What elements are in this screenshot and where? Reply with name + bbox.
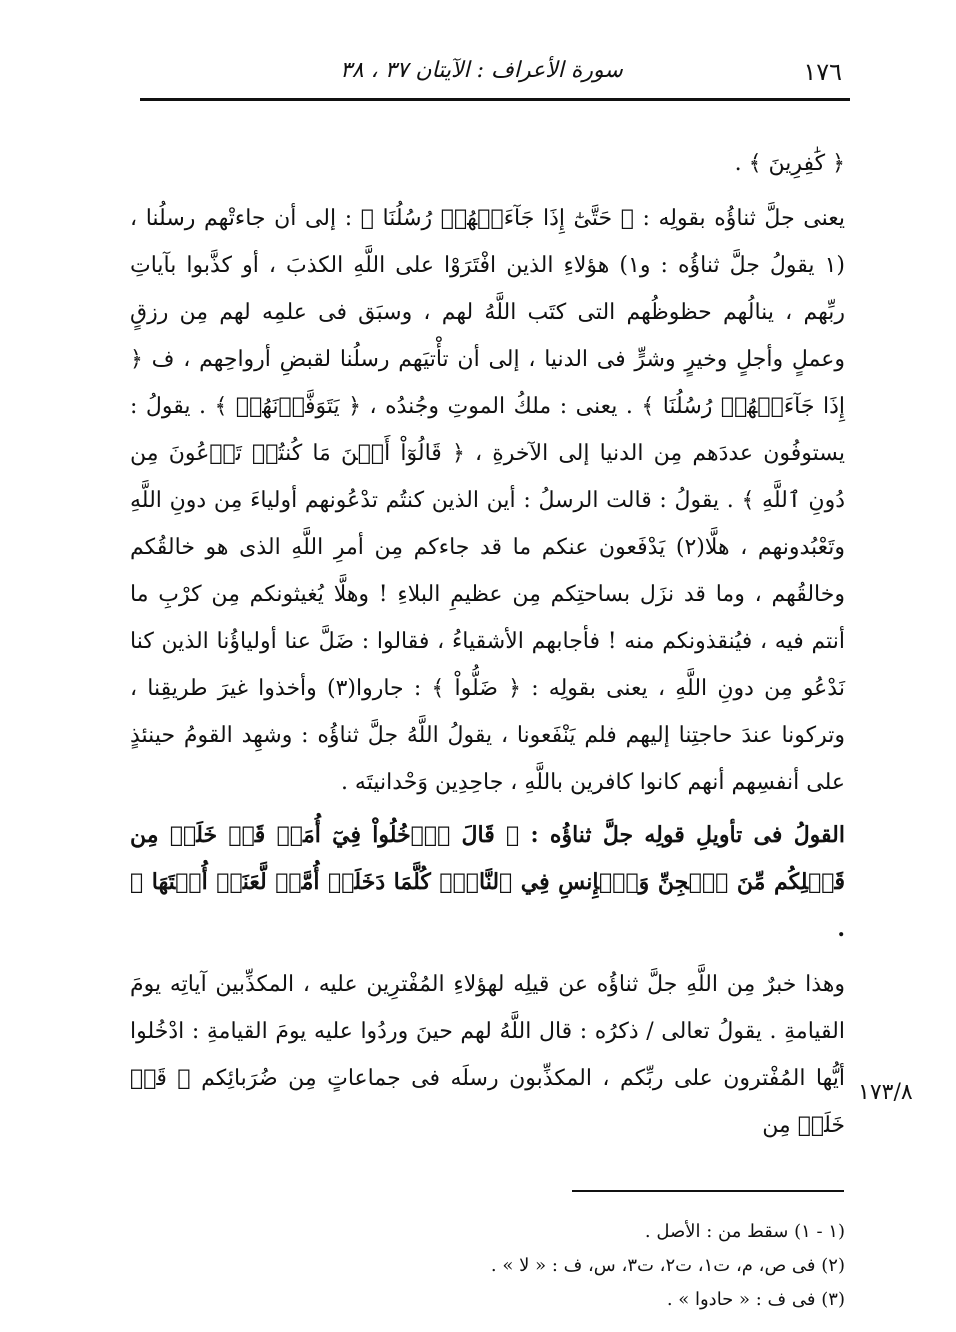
margin-reference: ١٧٣/٨ [858,1080,913,1105]
main-text [130,140,845,1149]
footnote-2: (٢) فى ص، م، ت١، ت٢، ت٣، س، ف : « لا » . [490,1255,845,1276]
paragraph-continuation: ﴿ كَٰفِرِينَ ﴾ . [734,151,845,176]
footnote-rule [572,1190,844,1192]
page-header [140,48,850,98]
paragraph-commentary: يعنى جلَّ ثناؤُه بقولِه : ﴿ حَتَّىٰٓ إِذَا جَآءَتۡهُمۡ رُسُلُنَا ﴾ : إلى أن جاءتْهم رسلُنا ، (١ يقولُ جلَّ ثناؤُه : و١) هؤلاءِ الذين افْتَرَوْا على اللَّهِ الكذبَ ، أو كذَّبوا بآياتِ ربِّهم ، ينالُهم حظوظُهم التى كتَب اللَّهُ لهم ، وسبَق فى علمِه لهم مِن رزقٍ وعملٍ وأجلٍ وخيرٍ وشرٍّ فى الدنيا ، إلى أن تأْتيَهم رسلُنا لقبضِ أرواحِهم ، ف ﴿ إِذَا جَآءَتۡهُمۡ رُسُلُنَا ﴾ . يعنى : ملكُ الموتِ وجُندُه ، ﴿ يَتَوَفَّوۡنَهُمۡ ﴾ . يقولُ : يستوفُون عددَهم مِن الدنيا إلى الآخرةِ ، ﴿ قَالُوٓاْ أَيۡنَ مَا كُنتُمۡ تَدۡعُونَ مِن دُونِ ٱللَّهِ ﴾ . يقولُ : قالت الرسلُ : أين الذين كنتُم تدْعُونهم أولياءَ مِن دونِ اللَّهِ وتَعْبُدونهم ، هلَّا(٢) يَدْفَعون عنكم ما قد جاءكم مِن أمرِ اللَّهِ الذى هو خالقُكم وخالقُهم ، وما قد نزَل بساحتِكم مِن عظيمِ البلاءِ ! وهلَّا يُغيثونكم مِن كرْبِ ما أنتم فيه ، فيُنقذونكم منه ! فأجابهم الأشقياءُ ، فقالوا : ضَلَّ عنا أولياؤُنا الذين كنا نَدْعُو مِن دونِ اللَّهِ ، يعنى بقولِه : ﴿ ضَلُّواْ ﴾ : جاروا(٣) وأخذوا غيرَ طريقِنا ، وتركونا عندَ حاجتِنا إليهم فلم يَنْفَعونا ، يقولُ اللَّهُ جلَّ ثناؤُه : وشهِد القومُ حينئذٍ على أنفسِهم أنهم كانوا كافرين باللَّهِ ، جاحِدِين وَحْدانيتَه . [130,206,846,795]
section-heading: القولُ فى تأويلِ قولِه جلَّ ثناؤُه : ﴿ قَالَ ٱدۡخُلُواْ فِيٓ أُمَمٖ قَدۡ خَلَتۡ مِن قَبۡلِكُم مِّنَ ٱلۡجِنِّ وَٱلۡإِنسِ فِي ٱلنَّارِۖ كُلَّمَا دَخَلَتۡ أُمَّةٞ لَّعَنَتۡ أُخۡتَهَا ﴾ . [130,822,845,942]
footnote-3: (٣) فى ف : « حادوا » . [666,1289,845,1310]
footnotes [300,1215,845,1317]
paragraph-explanation: وهذا خبرٌ مِن اللَّهِ جلَّ ثناؤُه عن قيلِه لهؤلاءِ المُفْترِين عليه ، المكذِّبين آياتِه يومَ القيامةِ . يقولُ تعالى / ذكرُه : قال اللَّهُ لهم حينَ وردُوا عليه يومَ القيامةِ : ادْخُلوا أيُّها المُفْترون على ربِّكم ، المكذِّبون رسلَه فى جماعاتٍ مِن ضُرَبائِكم ﴿ قَدۡ خَلَتۡ مِن [130,972,845,1138]
header-rule [140,98,850,101]
page-number: ١٧٦ [803,58,842,86]
running-title: سورة الأعراف : الآيتان ٣٧ ، ٣٨ [340,58,623,83]
footnote-1: (١ - ١) سقط من : الأصل . [644,1221,845,1242]
